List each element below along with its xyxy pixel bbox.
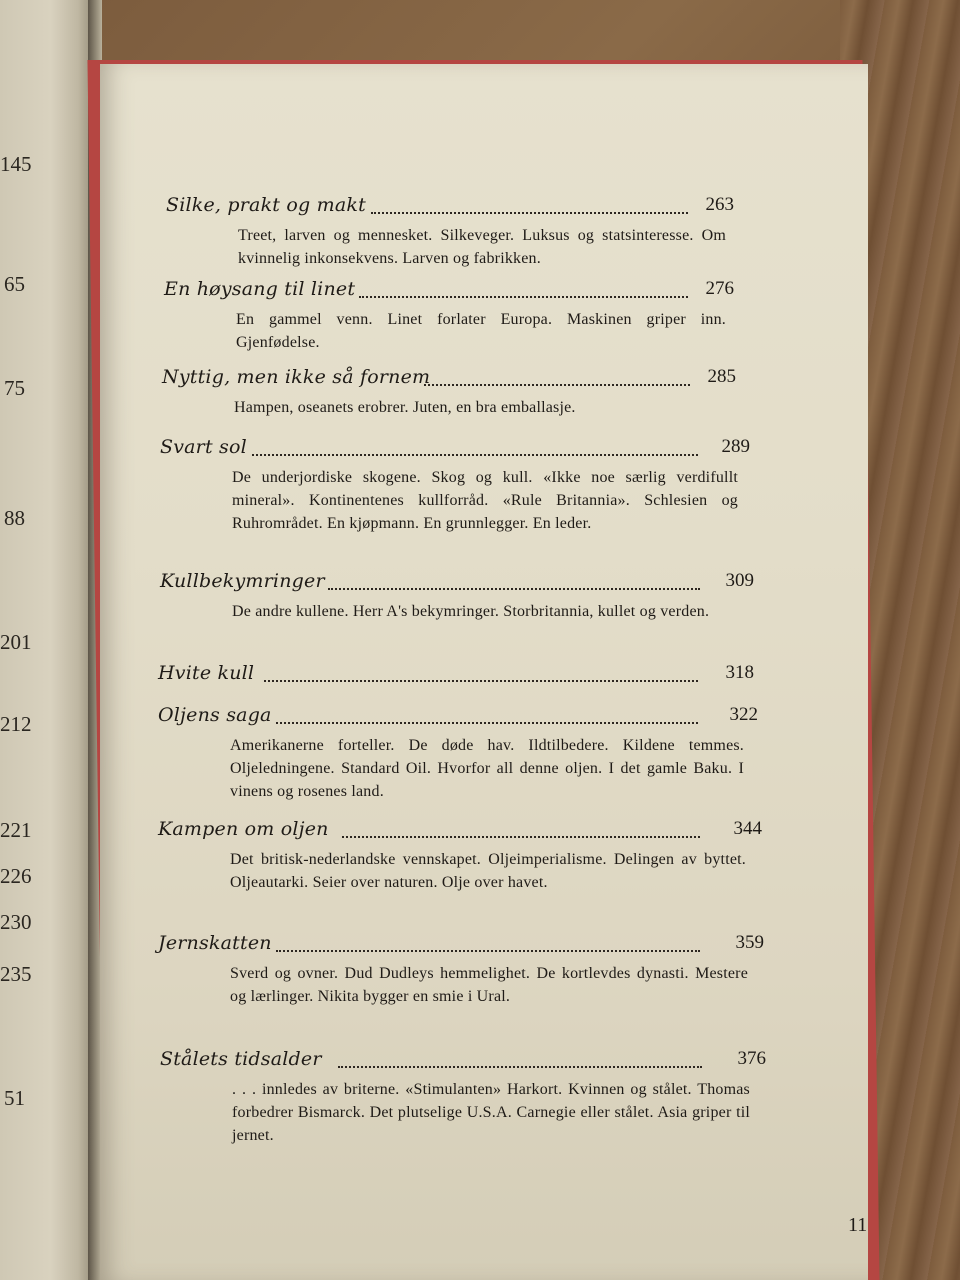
toc-entry-description: Sverd og ovner. Dud Dudleys hemmelighet. De kortlevdes dynasti. Mestere og lærlinger. Nikita bygger en smie i Ural. xyxy=(230,965,748,1005)
toc-entry-page: 318 xyxy=(725,662,754,683)
toc-entry-page: 322 xyxy=(729,704,758,725)
toc-entry xyxy=(158,932,764,1008)
dot-leader xyxy=(264,680,698,682)
dot-leader xyxy=(252,454,698,456)
toc-entry-description: Hampen, oseanets erobrer. Juten, en bra emballasje. xyxy=(234,399,576,416)
toc-entry-description: Treet, larven og mennesket. Silkeveger. Luksus og statsinteresse. Om kvinnelig inkonsekvens. Larven og fabrikken. xyxy=(238,227,726,267)
toc-entry-title: Silke, prakt og makt xyxy=(166,194,366,216)
toc-entry-page: 376 xyxy=(737,1048,766,1069)
left-page-number: 51 xyxy=(4,1086,25,1110)
dot-leader xyxy=(342,836,700,838)
toc-entry-page: 289 xyxy=(721,436,750,457)
toc-entry-title: Stålets tidsalder xyxy=(160,1048,322,1070)
toc-entry-page: 309 xyxy=(725,570,754,591)
toc-entry-title: En høysang til linet xyxy=(164,278,356,300)
toc-entry-description: Amerikanerne forteller. De døde hav. Ildtilbedere. Kildene temmes. Oljeledningene. Standard Oil. Hvorfor all denne oljen. I det gamle Baku. I vinens og rosenes land. xyxy=(230,737,744,800)
toc-entry-title: Kullbekymringer xyxy=(160,570,325,592)
toc-entry-page: 344 xyxy=(733,818,762,839)
toc-entry xyxy=(160,570,754,623)
toc-entry-page: 359 xyxy=(735,932,764,953)
dot-leader xyxy=(424,384,690,386)
toc-entry xyxy=(166,194,734,270)
dot-leader xyxy=(328,588,700,590)
page-folio-number: 11 xyxy=(848,1214,868,1236)
toc-entry-description: En gammel venn. Linet forlater Europa. Maskinen griper inn. Gjenfødelse. xyxy=(236,311,726,351)
toc-entry-description: Det britisk-nederlandske vennskapet. Oljeimperialisme. Delingen av byttet. Oljeautarki. Seier over naturen. Olje over havet. xyxy=(230,851,746,891)
dot-leader xyxy=(276,950,700,952)
toc-entry-page: 285 xyxy=(707,366,736,387)
left-page-number: 201 xyxy=(0,630,32,654)
toc-entry xyxy=(160,1048,766,1147)
left-page-number: 75 xyxy=(4,376,25,400)
toc-entry-title: Svart sol xyxy=(160,436,247,458)
left-page-number: 235 xyxy=(0,962,32,986)
toc-entry-title: Nyttig, men ikke så fornem xyxy=(162,366,431,388)
toc-entry-title: Kampen om oljen xyxy=(158,818,329,840)
toc-entry-title: Oljens saga xyxy=(158,704,272,726)
dot-leader xyxy=(359,296,688,298)
toc-entry-page: 276 xyxy=(705,278,734,299)
left-page-number: 226 xyxy=(0,864,32,888)
toc-entry xyxy=(158,818,762,894)
toc-entry-title: Jernskatten xyxy=(158,932,272,954)
dot-leader xyxy=(338,1066,702,1068)
toc-entry xyxy=(162,366,736,419)
toc-entry xyxy=(164,278,734,354)
toc-entry-description: De underjordiske skogene. Skog og kull. «Ikke noe særlig verdifullt mineral». Kontinentenes kullforråd. «Rule Britannia». Schlesien og Ruhrområdet. En kjøpmann. En grunnlegger. En leder. xyxy=(232,469,738,532)
right-page xyxy=(100,64,868,1280)
toc-entry xyxy=(160,436,750,535)
dot-leader xyxy=(371,212,688,214)
toc-entry-page: 263 xyxy=(705,194,734,215)
toc-entry-title: Hvite kull xyxy=(158,662,255,684)
left-page-number: 65 xyxy=(4,272,25,296)
toc-entry xyxy=(158,704,758,803)
left-page-number: 145 xyxy=(0,152,32,176)
left-page-number: 88 xyxy=(4,506,25,530)
toc-entry xyxy=(158,662,754,688)
left-page-number: 221 xyxy=(0,818,32,842)
toc-entry-description: De andre kullene. Herr A's bekymringer. Storbritannia, kullet og verden. xyxy=(232,603,710,620)
left-page xyxy=(0,0,92,1280)
toc-entry-description: . . . innledes av briterne. «Stimulanten» Harkort. Kvinnen og stålet. Thomas forbedrer Bismarck. Det plutselige U.S.A. Carnegie eller stålet. Asia griper til jernet. xyxy=(232,1081,750,1144)
dot-leader xyxy=(276,722,698,724)
left-page-number: 230 xyxy=(0,910,32,934)
left-page-number: 212 xyxy=(0,712,32,736)
